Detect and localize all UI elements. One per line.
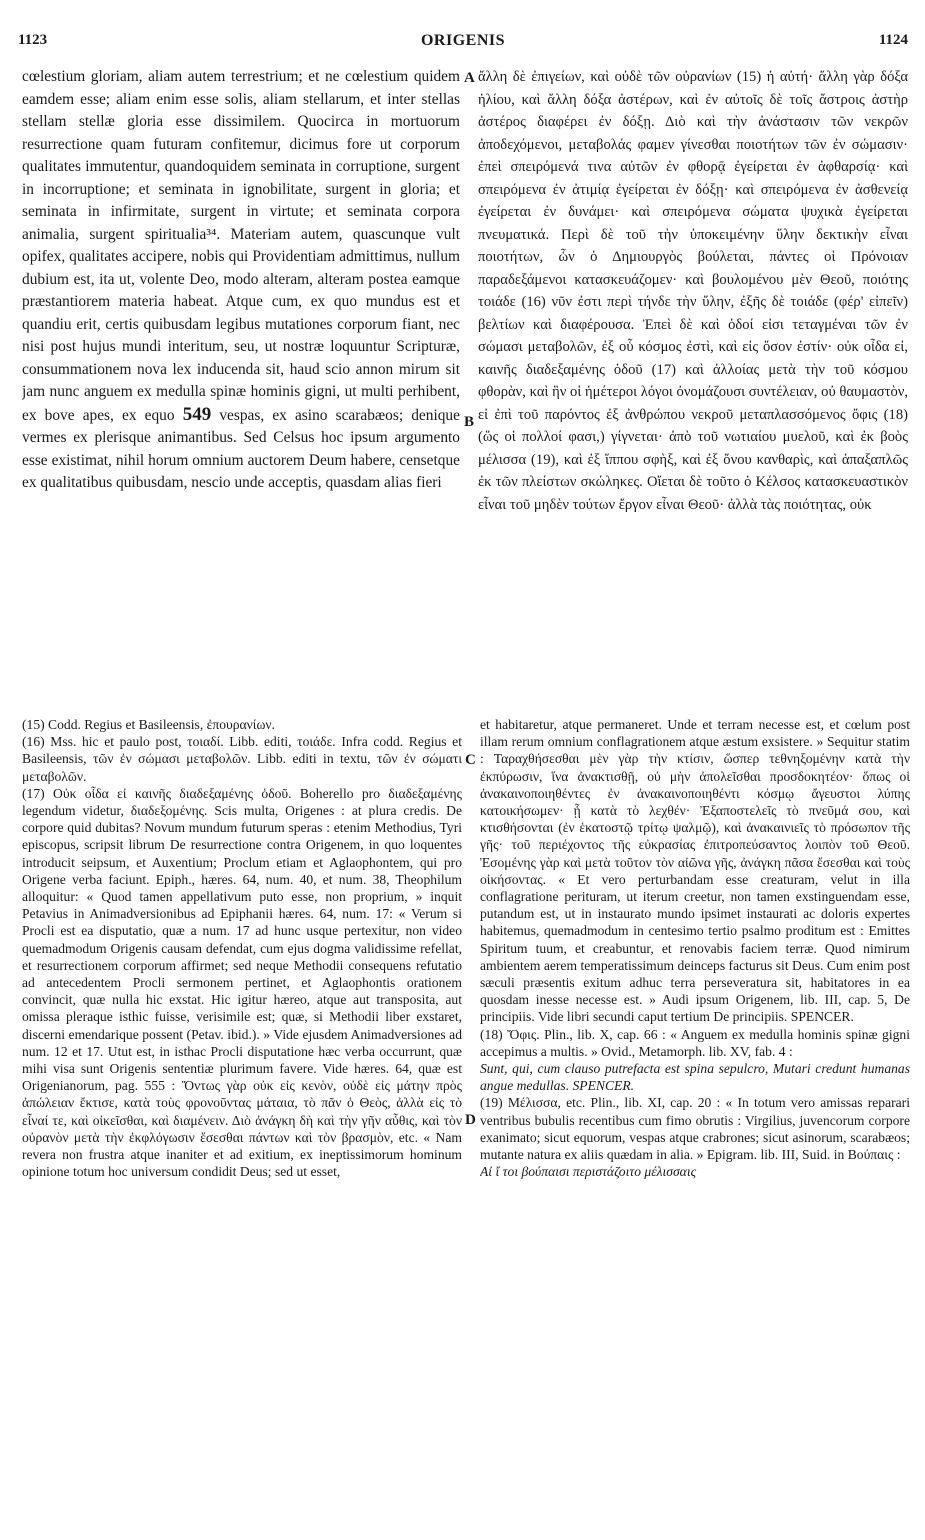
- footnote-15: (15) Codd. Regius et Basileensis, ἐπουρανίων.: [22, 717, 275, 732]
- footnote-17: (17) Οὐκ οἶδα εἰ καινῆς διαδεξαμένης ὁδοῦ. Boherello pro διαδεξαμένης legendum videtur, διαδεξομένης. Scis multa, Origenes : at plura credis. De corpore quid dubitas? Novum mundum futurum speras : etenim Methodius, Tyri episcopus, scripsit librum De resurrectione contra Origenem, in quo loquentes introducit seipsum, et Auxentium; Proclum etiam et Aglaophontem, qui pro Origene verba faciunt. Epiph., hæres. 64, num. 40, et num. 38, Theophilum alloquitur: « Quod tamen appellativum puto esse, non proprium, » inquit Petavius in Animadversionibus ad Epiphanii hæres. 64, num. 17: « Verum si Procli est ea disputatio, quæ a num. 17 ad hunc usque pertexitur, non video quemadmodum Origenis causam defendat, cum ejus dogma validissime refellat, et resurrectionem corporum affirmet; sed neque Methodii consequens refutatio ad antecedentem Procli sermonem pertinet, et Aglaophontis orationem convincit, quæ nulla hic exstat. Hic igitur hæreo, atque aut transposita, aut omissa pleraque isthic fuisse, verisimile est; quæ, si Methodii liber exstaret, discerni emendarique possent (Petav. ibid.). » Vide ejusdem Animadversiones ad num. 12 et 17. Utut est, in isthac Procli disputatione hæc verba occurrunt, quæ mihi visa sunt Origenis sententiæ plurimum favere. Vide hæres. 64, quæ est Origenianorum, pag. 555 : Ὄντως γὰρ οὐκ εἰς κενὸν, οὐδὲ εἰς μάτην πρὸς ἀπώλειαν ἔκτισε, κατὰ τοὺς φρονοῦντας μάταια, τὸ πᾶν ὁ Θεὸς, ἀλλὰ εἰς τὸ εἶναί τε, καὶ οἰκεῖσθαι, καὶ διαμένειν. Διὸ ἀνάγκη δὴ καὶ τὴν γῆν αὖθις, καὶ τὸν οὐρανὸν μετὰ τὴν ἐκφλόγωσιν ἔσεσθαι πάντων καὶ τὸν βρασμὸν, etc. « Nam revera non frustra atque inaniter et ad exitium, ex ineptissimorum hominum opinione totum hoc universum condidit Deus; sed ut esset,: [22, 785, 462, 1180]
- footnote-18: (18) Ὄφις. Plin., lib. X, cap. 66 : « Anguem ex medulla hominis spinæ gigni accepimus a multis. » Ovid., Metamorph. lib. XV, fab. 4 :: [480, 1026, 910, 1059]
- latin-text-part-1: cœlestium gloriam, aliam autem terrestrium; et ne cœlestium quidem eamdem esse; aliam enim esse solis, aliam stellarum, et inter stellas stellam stellæ gloria esse dissimilem. Quocirca in mortuorum resurrectione quam futuram confitemur, dicimus fore ut corporum qualitates immutentur, quandoquidem seminata in corruptione, surgent in incorruptione; et seminata in ignobilitate, surgent in gloria; et seminata in infirmitate, surgent in virtute; et seminata corpora animalia, surgent spiritualia³⁴. Materiam autem, quascunque vult opifex, qualitates accipere, nobis qui Providentiam admittimus, nullum dubium est, ita ut, volente Deo, modo alteram, alteram postea eamque præstantiorem materia habeat. Atque cum, ex quo mundus est et quandiu erit, certis quibusdam legibus mutationes corporum fiant, nec nisi post hujus mundi interitum, seu, ut nostræ loquuntur Scripturæ, consummationem nova lex inducenda sit, haud scio annon mirum sit jam nunc anguem ex medulla spinæ hominis gigni, ut multi perhibent, ex bove apes, ex equo: [22, 68, 460, 424]
- margin-letter-c: C: [465, 752, 476, 768]
- marginal-page-number: 549: [182, 403, 212, 425]
- page-header: [18, 32, 908, 56]
- right-column-number: 1124: [878, 32, 908, 48]
- footnote-16: (16) Mss. hic et paulo post, τοιαδί. Libb. editi, τοιάδε. Infra codd. Regius et Basileensis, τῶν ἐν σώμασι μεταβολῶν. Libb. editi in textu, τῶν ἐν σώματι μεταβολῶν.: [22, 734, 462, 784]
- footnote-17-continued: et habitaretur, atque permaneret. Unde et terram necesse est, et cœlum post illam rerum omnium conflagrationem atque æstum exsistere. » Sequitur statim : Ταραχθήσεσθαι μὲν γὰρ τὴν κτίσιν, ὥσπερ τεθνηξομένην κατὰ τὴν ἐκπύρωσιν, ἵνα ἀνακτισθῇ, οὐ μὴν ἀπολεῖσθαι προσδοκητέον· ὅπως οἱ ἀνακαινοποιηθέντες ἐν ἀνακαινοποιηθέντι κόσμῳ ἄγευστοι λύπης κατοικήσωμεν· ᾗ κατὰ τὸ λεχθέν· Ἐξαποστελεῖς τὸ πνεῦμά σου, καὶ κτισθήσονται (ἐν ἑκατοστῷ τρίτῳ ψαλμῷ), καὶ ἀνακαινιεῖς τὸ πρόσωπον τῆς γῆς· τοῦ περιέχοντος τῆς εὐκρασίας ἐπιτροπεύσαντος λοιπὸν τοῦ Θεοῦ. Ἐσομένης γὰρ καὶ μετὰ τοῦτον τὸν αἰῶνα γῆς, ἀνάγκη πᾶσα ἔσεσθαι καὶ τοὺς οἰκήσοντας. « Et vero perturbandam esse creaturam, velut in illa conflagratione perituram, ut iterum creetur, non tamen exstinguendam esse, putandum est, ut in instaurato mundo ipsimet instaurati ac doloris expertes habitemus, quemadmodum in centesimo tertio psalmo proditum est : Emittes Spiritum tuum, et creabuntur, et renovabis faciem terræ. Quod nimirum ambientem aerem temperatissimum deinceps facturus sit Deus. Cum enim post sæculi præsentis exitum adhuc terra perseveratura sit, habitatores in ea quosdam inesse necesse est. » Audi ipsum Origenem, lib. III, cap. 5, De principiis. Vide libri secundi caput tertium De principiis. SPENCER.: [480, 717, 910, 1025]
- margin-letter-a: A: [464, 70, 475, 86]
- running-title: ORIGENIS: [420, 32, 506, 49]
- left-column-number: 1123: [18, 32, 48, 48]
- footnotes-right-column: [480, 716, 910, 1516]
- greek-text-column: [478, 66, 908, 706]
- latin-paragraph: [22, 66, 460, 495]
- greek-epigram-quotation: Αἰ ἴ τοι βούπαισι περιστάζοιτο μέλισσαις: [480, 1164, 697, 1180]
- ovid-quotation: Sunt, qui, cum clauso putrefacta est spina sepulcro, Mutari credunt humanas angue medullas. SPENCER.: [480, 1061, 910, 1094]
- margin-letter-d: D: [465, 1112, 476, 1128]
- margin-letter-b: B: [464, 414, 475, 430]
- greek-paragraph: ἄλλη δὲ ἐπιγείων, καὶ οὐδὲ τῶν οὐρανίων (15) ἡ αὐτή· ἄλλη γὰρ δόξα ἡλίου, καὶ ἄλλη δόξα ἀστέρων, καὶ ἐν αὐτοῖς δὲ τοῖς ἄστροις ἀστὴρ ἀστέρος διαφέρει ἐν δόξῃ. Διὸ καὶ τὴν ἀνάστασιν τῶν νεκρῶν ἀποδεχόμενοι, μεταβολάς φαμεν γίνεσθαι ποιοτήτων τῶν ἐν σώμασιν· ἐπεὶ σπειρόμενά τινα αὐτῶν ἐν φθορᾷ ἐγείρεται ἐν ἀφθαρσίᾳ· καὶ σπειρόμενα ἐν ἀτιμίᾳ ἐγείρεται ἐν δόξῃ· καὶ σπειρόμενα ἐν ἀσθενείᾳ ἐγείρεται ἐν δυνάμει· καὶ σπειρόμενα σώματα ψυχικὰ ἐγείρεται πνευματικά. Περὶ δὲ τοῦ τὴν ὑποκειμένην ὕλην δεκτικὴν εἶναι ποιοτήτων, ὧν ὁ Δημιουργὸς βούλεται, πάντες οἱ Πρόνοιαν παραδεξάμενοι κατασκευάζομεν· καὶ βουλομένου μὲν Θεοῦ, ποιότης τοιάδε (16) νῦν ἐστι περὶ τήνδε τὴν ὕλην, ἐξῆς δὲ τοιάδε (φέρ' εἰπεῖν) βελτίων καὶ διαφέρουσα. Ἐπεὶ δὲ καὶ ὁδοί εἰσι τεταγμέναι τῶν ἐν σώμασι μεταβολῶν, ἐξ οὗ κόσμος ἐστὶ, καὶ εἰς ὅσον ἐστίν· οὐκ οἶδα εἰ, καινῆς διαδεξαμένης ὁδοῦ (17) καὶ ἀλλοίας μετὰ τὴν τοῦ κόσμου φθορὰν, καὶ ἣν οἱ ἡμέτεροι λόγοι ὀνομάζουσι συντέλειαν, οὐ θαυμαστὸν, εἰ ἐπὶ τοῦ παρόντος ἐξ ἀνθρώπου νεκροῦ μεταπλασσόμενος ὄφις (18) (ὥς οἱ πολλοί φασι,) γίγνεται· ἀπὸ τοῦ νωτιαίου μυελοῦ, καὶ ἐκ βοὸς μέλισσα (19), καὶ ἐξ ἵππου σφὴξ, καὶ ἐξ ὄνου κανθαρὶς, καὶ ἁπαξαπλῶς ἐκ τῶν πλείστων σκώληκες. Οἴεται δὲ τοῦτο ὁ Κέλσος κατασκευαστικὸν εἶναι τοῦ μηδὲν τούτων ἔργον εἶναι Θεοῦ· ἀλλὰ τὰς ποιότητας, οὐκ: [478, 69, 908, 513]
- footnotes-left-column: [22, 716, 462, 1516]
- footnote-19: (19) Μέλισσα, etc. Plin., lib. XI, cap. 20 : « In totum vero amissas reparari ventribus bubulis recentibus cum fimo obrutis : Virgilius, juvencorum corpore exanimato; sicut equorum, vespas atque crabrones; sicut asinorum, scarabæos; mutante natura ex aliis quædam in alia. » Epigram. lib. III, Suid. in Βούπαις :: [480, 1095, 910, 1163]
- latin-text-column: [22, 66, 460, 706]
- latin-text-part-2: vespas, ex asino scarabæos; denique vermes ex plerisque animantibus. Sed Celsus hoc ipsum argumento esse existimat, nihil horum omnium auctorem Deum habere, censetque ex qualitatibus quibusdam, nescio unde acceptis, quasdam alias fieri: [22, 406, 460, 491]
